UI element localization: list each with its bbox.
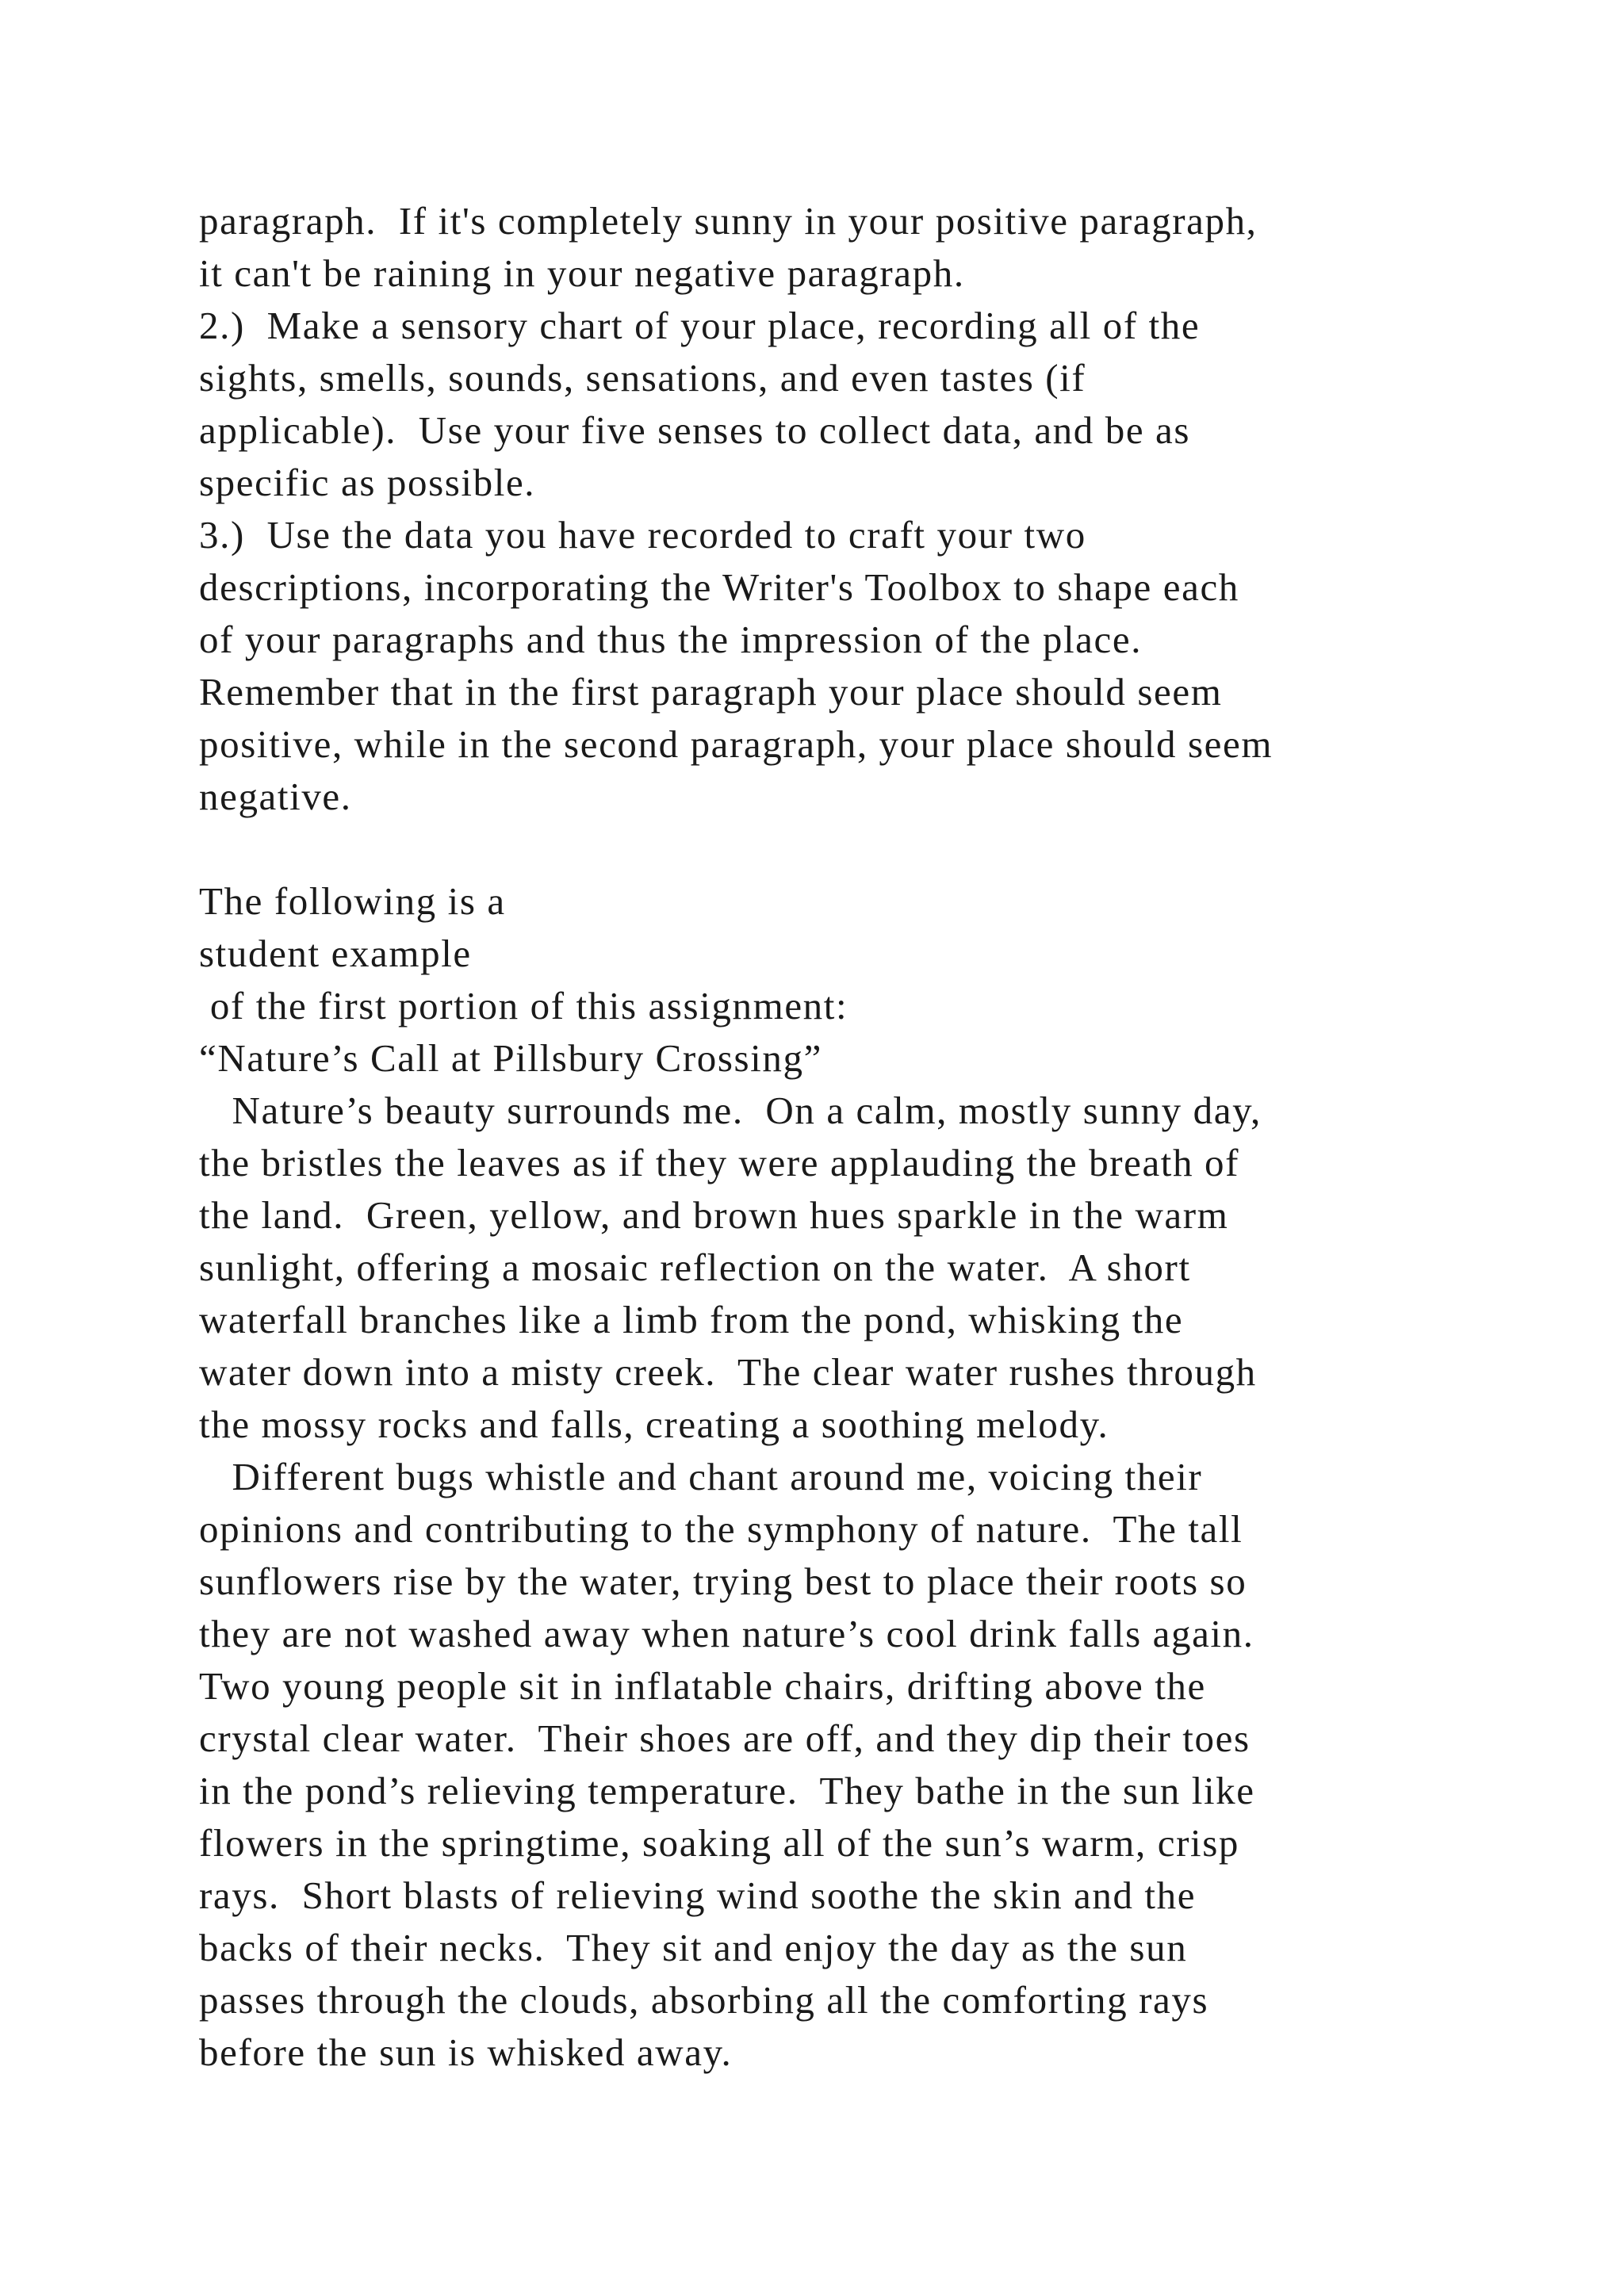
text-line: backs of their necks. They sit and enjoy the day as the sun: [199, 1926, 1188, 1969]
document-text: [199, 195, 1547, 2079]
text-line: opinions and contributing to the symphony of nature. The tall: [199, 1507, 1243, 1551]
text-line: the mossy rocks and falls, creating a soothing melody.: [199, 1402, 1109, 1446]
text-line: sunlight, offering a mosaic reflection on the water. A short: [199, 1246, 1191, 1289]
text-line: Different bugs whistle and chant around me, voicing their: [199, 1455, 1203, 1498]
text-line: Nature’s beauty surrounds me. On a calm, mostly sunny day,: [199, 1089, 1262, 1132]
text-line: before the sun is whisked away.: [199, 2030, 733, 2074]
text-line: water down into a misty creek. The clear water rushes through: [199, 1350, 1257, 1394]
text-line: descriptions, incorporating the Writer's Toolbox to shape each: [199, 565, 1239, 609]
text-line: it can't be raining in your negative paragraph.: [199, 251, 965, 295]
text-line: positive, while in the second paragraph, your place should seem: [199, 722, 1274, 766]
text-line: Two young people sit in inflatable chairs, drifting above the: [199, 1664, 1206, 1708]
text-line: sights, smells, sounds, sensations, and even tastes (if: [199, 356, 1086, 400]
text-line: rays. Short blasts of relieving wind soothe the skin and the: [199, 1873, 1197, 1917]
text-line: of your paragraphs and thus the impression of the place.: [199, 618, 1143, 661]
text-line: crystal clear water. Their shoes are off, and they dip their toes: [199, 1716, 1251, 1760]
text-line: the bristles the leaves as if they were applauding the breath of: [199, 1141, 1239, 1184]
text-line: specific as possible.: [199, 461, 536, 504]
text-line: the land. Green, yellow, and brown hues sparkle in the warm: [199, 1193, 1229, 1237]
text-line: they are not washed away when nature’s cool drink falls again.: [199, 1612, 1254, 1655]
text-line: 3.) Use the data you have recorded to craft your two: [199, 513, 1086, 557]
text-line: of the first portion of this assignment:: [199, 984, 848, 1027]
blank-line: [199, 823, 1547, 875]
text-line: passes through the clouds, absorbing all the comforting rays: [199, 1978, 1209, 2022]
text-line: paragraph. If it's completely sunny in your positive paragraph,: [199, 199, 1258, 243]
text-line: 2.) Make a sensory chart of your place, recording all of the: [199, 304, 1201, 347]
text-line: negative.: [199, 775, 352, 818]
text-line: applicable). Use your five senses to collect data, and be as: [199, 408, 1191, 452]
text-line: flowers in the springtime, soaking all of the sun’s warm, crisp: [199, 1821, 1239, 1865]
essay-title: “Nature’s Call at Pillsbury Crossing”: [199, 1036, 822, 1080]
text-line: in the pond’s relieving temperature. They bathe in the sun like: [199, 1769, 1255, 1812]
text-line: sunflowers rise by the water, trying best to place their roots so: [199, 1559, 1247, 1603]
text-line: waterfall branches like a limb from the pond, whisking the: [199, 1298, 1184, 1341]
text-line: Remember that in the first paragraph your place should seem: [199, 670, 1223, 714]
text-line: student example: [199, 932, 472, 975]
text-line: The following is a: [199, 879, 506, 923]
